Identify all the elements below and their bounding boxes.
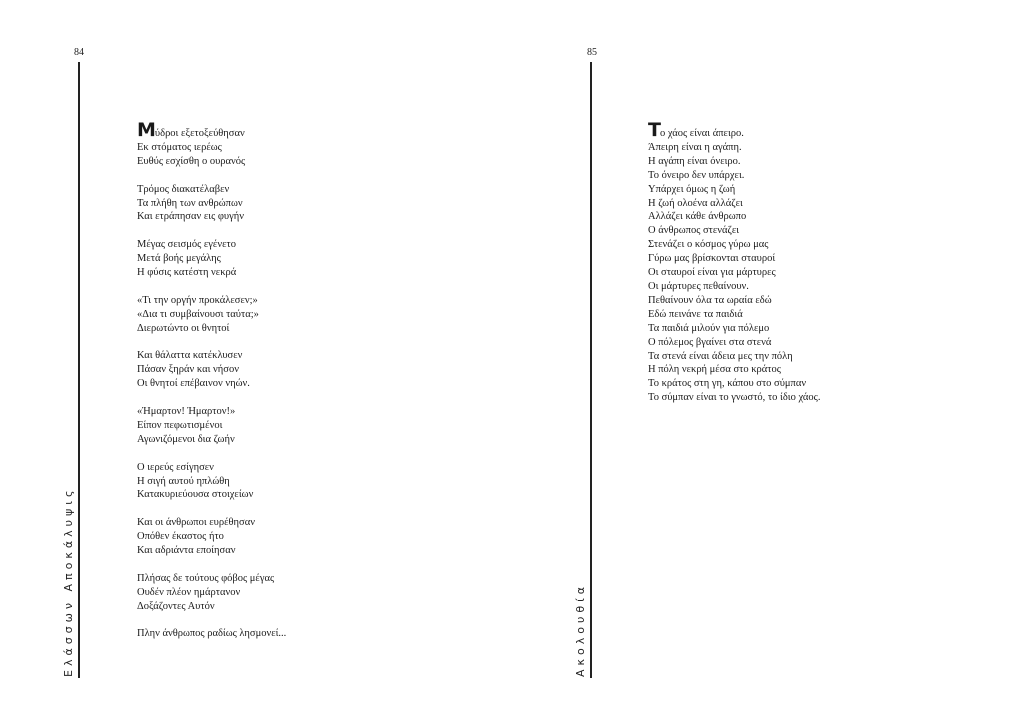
drop-cap: Τ [648, 119, 660, 141]
poem-line: Υπάρχει όμως η ζωή [648, 183, 736, 195]
poem-line: Το κράτος στη γη, κάπου στο σύμπαν [648, 378, 807, 390]
poem-line: Πεθαίνουν όλα τα ωραία εδώ [648, 294, 772, 306]
stanza [137, 516, 286, 558]
running-title: Ακολουθία [574, 582, 587, 677]
poem-line: Και οι άνθρωποι ευρέθησαν [137, 517, 255, 529]
poem-line: Πλην άνθρωπος ραδίως λησμονεί... [137, 628, 287, 640]
stanza [137, 405, 286, 447]
poem-line: Και ετράπησαν εις φυγήν [137, 211, 244, 223]
poem-line: Οι θνητοί επέβαινον νηών. [137, 378, 250, 390]
poem-line: Γύρω μας βρίσκονται σταυροί [648, 253, 776, 265]
poem-line: Τα παιδιά μιλούν για πόλεμο [648, 322, 770, 334]
poem-line: Αλλάζει κάθε άνθρωπο [648, 211, 747, 223]
stanza [137, 627, 286, 641]
poem-line: Εκ στόματος ιερέως [137, 141, 222, 153]
poem-line: Άπειρη είναι η αγάπη. [648, 141, 742, 153]
stanza [137, 294, 286, 336]
poem-line: Πάσαν ξηράν και νήσον [137, 364, 239, 376]
poem-line: Η σιγή αυτού ηπλώθη [137, 475, 230, 487]
poem-body [137, 119, 287, 655]
stanza [137, 461, 286, 503]
poem-line: Μέγας σεισμός εγένετο [137, 239, 236, 251]
poem-line: «Τι την οργήν προκάλεσεν;» [137, 294, 258, 306]
poem-line: Τρόμος διακατέλαβεν [137, 183, 230, 195]
stanza [137, 238, 286, 280]
drop-cap: Μ [137, 119, 155, 141]
stanza [137, 183, 286, 225]
vertical-rule [590, 62, 592, 678]
stanza [648, 119, 821, 405]
page-number: 85 [587, 47, 597, 58]
right-page [512, 0, 1024, 722]
poem-line: Εδώ πεινάνε τα παιδιά [648, 308, 743, 320]
poem-line: «Δια τι συμβαίνουσι ταύτα;» [137, 308, 259, 320]
poem-line: Διερωτώντο οι θνητοί [137, 322, 230, 334]
page-number: 84 [74, 47, 84, 58]
poem-line: Μετά βοής μεγάλης [137, 253, 221, 265]
poem-line: Οπόθεν έκαστος ήτο [137, 531, 224, 543]
poem-line: Η πόλη νεκρή μέσα στο κράτος [648, 364, 781, 376]
poem-line: Οι σταυροί είναι για μάρτυρες [648, 267, 776, 279]
poem-line: Είπον πεφωτισμένοι [137, 419, 223, 431]
vertical-rule [78, 62, 80, 678]
poem-line: Στενάζει ο κόσμος γύρω μας [648, 239, 769, 251]
poem-line: Ο πόλεμος βγαίνει στα στενά [648, 336, 772, 348]
poem-line: Και θάλαττα κατέκλυσεν [137, 350, 243, 362]
poem-line: Ευθύς εσχίσθη ο ουρανός [137, 155, 246, 167]
poem-line: Δοξάζοντες Αυτόν [137, 600, 215, 612]
poem-line: Το όνειρο δεν υπάρχει. [648, 169, 745, 181]
poem-line: Κατακυριεύουσα στοιχείων [137, 489, 254, 501]
poem-line: Η ζωή ολοένα αλλάζει [648, 197, 743, 209]
running-title: Ελάσσων Αποκάλυψις [62, 486, 75, 677]
stanza [137, 349, 286, 391]
poem-line: Η φύσις κατέστη νεκρά [137, 267, 237, 279]
stanza [137, 572, 286, 614]
poem-line: Ουδέν πλέον ημάρτανον [137, 586, 241, 598]
stanza [137, 119, 286, 169]
poem-body [648, 119, 821, 419]
poem-line: Οι μάρτυρες πεθαίνουν. [648, 280, 749, 292]
poem-line: Ο άνθρωπος στενάζει [648, 225, 740, 237]
poem-line: Ο ιερεύς εσίγησεν [137, 461, 214, 473]
poem-line: Αγωνιζόμενοι δια ζωήν [137, 433, 235, 445]
poem-line: «Ήμαρτον! Ήμαρτον!» [137, 406, 236, 418]
poem-line: Τα πλήθη των ανθρώπων [137, 197, 243, 209]
poem-line: Η αγάπη είναι όνειρο. [648, 155, 741, 167]
poem-line: Το σύμπαν είναι το γνωστό, το ίδιο χάος. [648, 392, 821, 404]
poem-line: Πλήσας δε τούτους φόβος μέγας [137, 572, 275, 584]
poem-line: Και αδριάντα εποίησαν [137, 545, 236, 557]
poem-line: Τα στενά είναι άδεια μες την πόλη [648, 350, 793, 362]
first-line: Το χάος είναι άπειρο. [648, 119, 744, 141]
first-line: Μύδροι εξετοξεύθησαν [137, 119, 245, 141]
